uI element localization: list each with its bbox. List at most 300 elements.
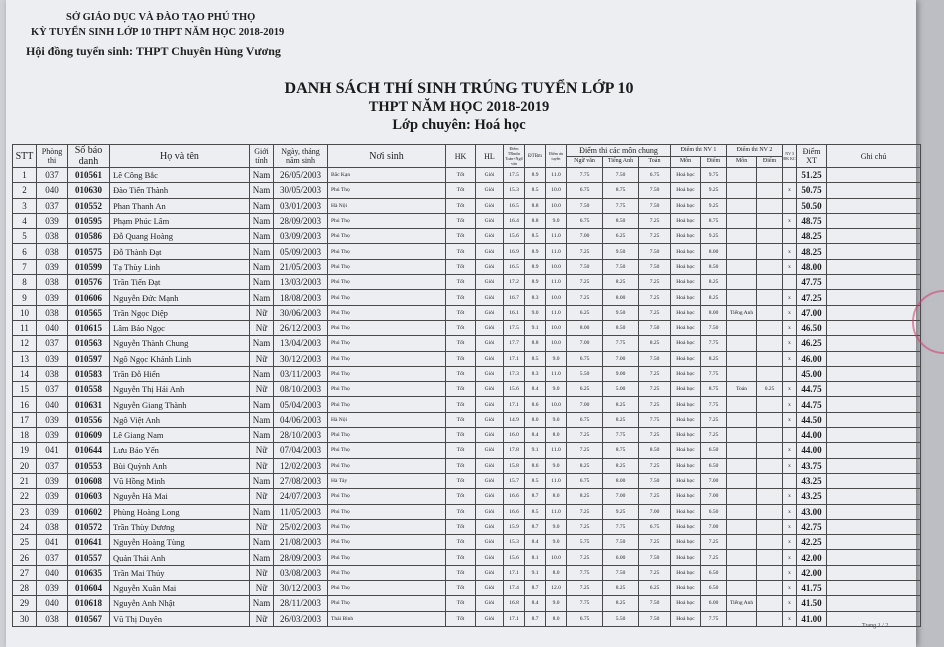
cell-name: Lê Giang Nam xyxy=(110,428,250,443)
cell-m1: Hoá học xyxy=(671,229,701,244)
cell-van: 7.25 xyxy=(567,519,603,534)
cell-d1: 8.00 xyxy=(701,244,727,259)
cell-name: Trần Thùy Dương xyxy=(110,519,250,534)
cell-hl: Giỏi xyxy=(476,213,504,228)
cell-d1: 8.25 xyxy=(701,275,727,290)
cell-x xyxy=(783,366,797,381)
cell-name: Vũ Thị Duyên xyxy=(110,611,250,626)
cell-p: 041 xyxy=(37,535,68,550)
cell-x: x xyxy=(783,336,797,351)
cell-tb: 16.6 xyxy=(504,504,525,519)
table-row xyxy=(13,198,921,213)
cell-hl: Giỏi xyxy=(476,290,504,305)
cell-anh: 8.25 xyxy=(603,412,639,427)
cell-m1: Hoá học xyxy=(671,428,701,443)
cell-hk: Tốt xyxy=(446,535,476,550)
table-row xyxy=(13,382,921,397)
cell-name: Phan Thanh An xyxy=(110,198,250,213)
cell-van: 6.75 xyxy=(567,213,603,228)
table-row xyxy=(13,259,921,274)
cell-name: Lưu Bảo Yến xyxy=(110,443,250,458)
cell-tb: 17.1 xyxy=(504,565,525,580)
cell-note xyxy=(827,290,921,305)
cell-toan: 7.25 xyxy=(639,535,671,550)
cell-g: Nam xyxy=(250,397,274,412)
cell-hk: Tốt xyxy=(446,458,476,473)
cell-m1: Hoá học xyxy=(671,596,701,611)
cell-dtb: 8.9 xyxy=(525,244,546,259)
cell-d2 xyxy=(757,581,783,596)
table-row xyxy=(13,581,921,596)
cell-place: Phú Thọ xyxy=(328,382,446,397)
cell-dtb: 8.8 xyxy=(525,213,546,228)
cell-m2 xyxy=(727,183,757,198)
cell-place: Hà Nội xyxy=(328,198,446,213)
cell-m1: Hoá học xyxy=(671,168,701,183)
cell-m2: Toán xyxy=(727,382,757,397)
cell-tb: 17.1 xyxy=(504,351,525,366)
cell-dtb: 8.8 xyxy=(525,198,546,213)
cell-name: Nguyễn Thành Chung xyxy=(110,336,250,351)
cell-xt: 48.25 xyxy=(797,244,827,259)
cell-dob: 03/08/2003 xyxy=(274,565,328,580)
cell-note xyxy=(827,213,921,228)
cell-m1: Hoá học xyxy=(671,397,701,412)
col-toan: Toán xyxy=(639,156,671,168)
cell-place: Phú Thọ xyxy=(328,489,446,504)
cell-m1: Hoá học xyxy=(671,611,701,626)
cell-sbd: 010604 xyxy=(68,581,110,596)
cell-sbd: 010618 xyxy=(68,596,110,611)
cell-x: x xyxy=(783,565,797,580)
cell-ut: 9.0 xyxy=(546,458,567,473)
cell-hk: Tốt xyxy=(446,489,476,504)
cell-g: Nữ xyxy=(250,519,274,534)
cell-van: 8.00 xyxy=(567,320,603,335)
cell-dob: 30/05/2003 xyxy=(274,183,328,198)
cell-place: Thái Bình xyxy=(328,611,446,626)
cell-toan: 6.75 xyxy=(639,168,671,183)
cell-g: Nam xyxy=(250,168,274,183)
cell-place: Phú Thọ xyxy=(328,428,446,443)
cell-hk: Tốt xyxy=(446,198,476,213)
cell-hk: Tốt xyxy=(446,244,476,259)
cell-dob: 03/09/2003 xyxy=(274,229,328,244)
cell-d2 xyxy=(757,213,783,228)
cell-xt: 41.00 xyxy=(797,611,827,626)
cell-ut: 9.0 xyxy=(546,519,567,534)
cell-anh: 9.50 xyxy=(603,305,639,320)
cell-dtb: 8.5 xyxy=(525,351,546,366)
cell-m2 xyxy=(727,397,757,412)
cell-x xyxy=(783,229,797,244)
cell-dob: 13/03/2003 xyxy=(274,275,328,290)
cell-toan: 7.75 xyxy=(639,412,671,427)
cell-dtb: 8.4 xyxy=(525,596,546,611)
table-row xyxy=(13,443,921,458)
cell-dtb: 8.0 xyxy=(525,412,546,427)
cell-d1: 8.00 xyxy=(701,305,727,320)
cell-m1: Hoá học xyxy=(671,443,701,458)
cell-ut: 10.0 xyxy=(546,198,567,213)
cell-name: Nguyễn Giang Thành xyxy=(110,397,250,412)
cell-d1: 6.50 xyxy=(701,458,727,473)
cell-hl: Giỏi xyxy=(476,351,504,366)
cell-name: Đỗ Thành Đạt xyxy=(110,244,250,259)
cell-ut: 8.0 xyxy=(546,611,567,626)
cell-xt: 47.75 xyxy=(797,275,827,290)
cell-hk: Tốt xyxy=(446,550,476,565)
cell-m2 xyxy=(727,535,757,550)
cell-anh: 7.00 xyxy=(603,351,639,366)
cell-m1: Hoá học xyxy=(671,244,701,259)
cell-stt: 28 xyxy=(13,581,37,596)
cell-note xyxy=(827,504,921,519)
cell-dob: 21/05/2003 xyxy=(274,259,328,274)
cell-toan: 7.25 xyxy=(639,397,671,412)
cell-hl: Giỏi xyxy=(476,320,504,335)
cell-stt: 17 xyxy=(13,412,37,427)
cell-name: Phùng Hoàng Long xyxy=(110,504,250,519)
cell-van: 7.50 xyxy=(567,259,603,274)
cell-hl: Giỏi xyxy=(476,244,504,259)
cell-note xyxy=(827,489,921,504)
cell-stt: 1 xyxy=(13,168,37,183)
cell-x xyxy=(783,168,797,183)
cell-p: 037 xyxy=(37,336,68,351)
cell-place: Phú Thọ xyxy=(328,244,446,259)
cell-hk: Tốt xyxy=(446,443,476,458)
cell-ut: 8.0 xyxy=(546,428,567,443)
cell-g: Nam xyxy=(250,259,274,274)
cell-hk: Tốt xyxy=(446,581,476,596)
cell-d2 xyxy=(757,611,783,626)
cell-sbd: 010556 xyxy=(68,412,110,427)
cell-xt: 41.50 xyxy=(797,596,827,611)
cell-note xyxy=(827,366,921,381)
cell-tb: 17.1 xyxy=(504,611,525,626)
cell-hl: Giỏi xyxy=(476,596,504,611)
cell-g: Nam xyxy=(250,183,274,198)
cell-toan: 7.25 xyxy=(639,213,671,228)
cell-toan: 7.50 xyxy=(639,596,671,611)
cell-name: Trần Tiến Đạt xyxy=(110,275,250,290)
cell-stt: 6 xyxy=(13,244,37,259)
cell-p: 037 xyxy=(37,168,68,183)
cell-d1: 6.50 xyxy=(701,443,727,458)
cell-d2 xyxy=(757,443,783,458)
cell-hl: Giỏi xyxy=(476,535,504,550)
cell-hl: Giỏi xyxy=(476,473,504,488)
cell-dtb: 8.5 xyxy=(525,504,546,519)
cell-hl: Giỏi xyxy=(476,382,504,397)
cell-p: 038 xyxy=(37,305,68,320)
cell-stt: 19 xyxy=(13,443,37,458)
cell-toan: 8.50 xyxy=(639,443,671,458)
cell-van: 7.25 xyxy=(567,504,603,519)
col-room: Phòng thi xyxy=(37,145,68,168)
cell-ut: 10.0 xyxy=(546,550,567,565)
cell-note xyxy=(827,519,921,534)
cell-d1: 8.75 xyxy=(701,382,727,397)
cell-dob: 30/06/2003 xyxy=(274,305,328,320)
cell-place: Phú Thọ xyxy=(328,550,446,565)
table-row xyxy=(13,244,921,259)
cell-stt: 14 xyxy=(13,366,37,381)
cell-d2 xyxy=(757,168,783,183)
cell-hk: Tốt xyxy=(446,428,476,443)
cell-ut: 11.0 xyxy=(546,168,567,183)
cell-m2 xyxy=(727,290,757,305)
cell-x xyxy=(783,428,797,443)
cell-sbd: 010567 xyxy=(68,611,110,626)
cell-sbd: 010644 xyxy=(68,443,110,458)
cell-p: 041 xyxy=(37,443,68,458)
cell-note xyxy=(827,351,921,366)
col-stt: STT xyxy=(13,145,37,168)
cell-van: 6.75 xyxy=(567,351,603,366)
cell-m1: Hoá học xyxy=(671,275,701,290)
table-row xyxy=(13,458,921,473)
cell-g: Nam xyxy=(250,229,274,244)
cell-m1: Hoá học xyxy=(671,535,701,550)
col-dob: Ngày, tháng năm sinh xyxy=(274,145,328,168)
cell-van: 7.75 xyxy=(567,565,603,580)
cell-d2 xyxy=(757,473,783,488)
cell-x: x xyxy=(783,305,797,320)
cell-note xyxy=(827,550,921,565)
cell-place: Phú Thọ xyxy=(328,458,446,473)
col-sbd: Số báo danh xyxy=(68,145,110,168)
cell-hk: Tốt xyxy=(446,519,476,534)
cell-stt: 12 xyxy=(13,336,37,351)
cell-name: Trần Ngọc Diệp xyxy=(110,305,250,320)
cell-van: 7.25 xyxy=(567,443,603,458)
cell-x: x xyxy=(783,504,797,519)
cell-dtb: 8.8 xyxy=(525,336,546,351)
cell-d2 xyxy=(757,229,783,244)
exam-name: KỲ TUYỂN SINH LỚP 10 THPT NĂM HỌC 2018-2019 xyxy=(31,27,285,38)
cell-g: Nam xyxy=(250,275,274,290)
col-anh: Tiếng Anh xyxy=(603,156,639,168)
cell-anh: 8.75 xyxy=(603,183,639,198)
cell-d1: 7.25 xyxy=(701,550,727,565)
cell-ut: 11.0 xyxy=(546,504,567,519)
cell-d2 xyxy=(757,259,783,274)
cell-toan: 7.50 xyxy=(639,259,671,274)
cell-van: 8.25 xyxy=(567,458,603,473)
cell-hk: Tốt xyxy=(446,183,476,198)
cell-p: 039 xyxy=(37,213,68,228)
cell-note xyxy=(827,305,921,320)
cell-hl: Giỏi xyxy=(476,458,504,473)
cell-d2 xyxy=(757,290,783,305)
cell-m2 xyxy=(727,458,757,473)
cell-sbd: 010597 xyxy=(68,351,110,366)
cell-hk: Tốt xyxy=(446,336,476,351)
table-row xyxy=(13,519,921,534)
cell-stt: 26 xyxy=(13,550,37,565)
cell-name: Đỗ Quang Hoàng xyxy=(110,229,250,244)
cell-dtb: 9.1 xyxy=(525,565,546,580)
cell-m2 xyxy=(727,611,757,626)
cell-toan: 7.25 xyxy=(639,290,671,305)
cell-note xyxy=(827,596,921,611)
cell-toan: 7.50 xyxy=(639,351,671,366)
cell-p: 038 xyxy=(37,229,68,244)
cell-dtb: 9.1 xyxy=(525,443,546,458)
cell-x: x xyxy=(783,458,797,473)
cell-p: 038 xyxy=(37,275,68,290)
cell-xt: 43.00 xyxy=(797,504,827,519)
cell-p: 039 xyxy=(37,412,68,427)
cell-ut: 8.0 xyxy=(546,489,567,504)
cell-note xyxy=(827,229,921,244)
cell-d2 xyxy=(757,412,783,427)
cell-stt: 2 xyxy=(13,183,37,198)
cell-m2: Tiếng Anh xyxy=(727,596,757,611)
cell-xt: 46.00 xyxy=(797,351,827,366)
cell-hk: Tốt xyxy=(446,565,476,580)
cell-name: Ngô Việt Anh xyxy=(110,412,250,427)
cell-m2 xyxy=(727,489,757,504)
cell-xt: 42.00 xyxy=(797,550,827,565)
cell-hk: Tốt xyxy=(446,213,476,228)
cell-x xyxy=(783,275,797,290)
cell-hl: Giỏi xyxy=(476,428,504,443)
cell-g: Nam xyxy=(250,213,274,228)
cell-stt: 9 xyxy=(13,290,37,305)
cell-toan: 7.50 xyxy=(639,473,671,488)
cell-m1: Hoá học xyxy=(671,504,701,519)
cell-anh: 8.00 xyxy=(603,473,639,488)
col-birthplace: Nơi sinh xyxy=(328,145,446,168)
cell-name: Quản Thái Anh xyxy=(110,550,250,565)
cell-toan: 7.50 xyxy=(639,550,671,565)
cell-stt: 13 xyxy=(13,351,37,366)
cell-dob: 13/04/2003 xyxy=(274,336,328,351)
cell-tb: 16.1 xyxy=(504,305,525,320)
cell-x: x xyxy=(783,213,797,228)
cell-dtb: 8.6 xyxy=(525,458,546,473)
table-row xyxy=(13,275,921,290)
cell-d1: 7.75 xyxy=(701,336,727,351)
col-nv2-diem: Điểm xyxy=(757,156,783,168)
cell-m2 xyxy=(727,519,757,534)
cell-toan: 7.25 xyxy=(639,565,671,580)
cell-p: 038 xyxy=(37,366,68,381)
cell-name: Nguyễn Thị Hải Anh xyxy=(110,382,250,397)
cell-sbd: 010630 xyxy=(68,183,110,198)
cell-tb: 15.3 xyxy=(504,183,525,198)
cell-place: Phú Thọ xyxy=(328,290,446,305)
cell-g: Nam xyxy=(250,290,274,305)
table-body xyxy=(13,168,921,627)
cell-xt: 47.25 xyxy=(797,290,827,305)
cell-xt: 42.75 xyxy=(797,519,827,534)
cell-d1: 7.25 xyxy=(701,535,727,550)
cell-hk: Tốt xyxy=(446,504,476,519)
cell-note xyxy=(827,458,921,473)
cell-p: 040 xyxy=(37,320,68,335)
cell-toan: 7.25 xyxy=(639,428,671,443)
cell-dob: 28/09/2003 xyxy=(274,213,328,228)
cell-hk: Tốt xyxy=(446,351,476,366)
cell-name: Lâm Bảo Ngọc xyxy=(110,320,250,335)
cell-anh: 7.75 xyxy=(603,428,639,443)
cell-tb: 17.4 xyxy=(504,581,525,596)
cell-m1: Hoá học xyxy=(671,550,701,565)
cell-p: 038 xyxy=(37,244,68,259)
cell-xt: 42.00 xyxy=(797,565,827,580)
cell-tb: 16.9 xyxy=(504,244,525,259)
cell-name: Nguyễn Anh Nhật xyxy=(110,596,250,611)
cell-note xyxy=(827,382,921,397)
cell-place: Phú Thọ xyxy=(328,366,446,381)
cell-place: Phú Thọ xyxy=(328,596,446,611)
cell-stt: 25 xyxy=(13,535,37,550)
cell-xt: 48.75 xyxy=(797,213,827,228)
cell-tb: 16.5 xyxy=(504,198,525,213)
cell-van: 6.75 xyxy=(567,473,603,488)
table-row xyxy=(13,366,921,381)
cell-toan: 7.25 xyxy=(639,229,671,244)
cell-g: Nam xyxy=(250,473,274,488)
cell-dtb: 8.7 xyxy=(525,611,546,626)
cell-hk: Tốt xyxy=(446,275,476,290)
table-row xyxy=(13,565,921,580)
cell-tb: 17.1 xyxy=(504,397,525,412)
cell-x: x xyxy=(783,535,797,550)
cell-tb: 14.9 xyxy=(504,412,525,427)
cell-anh: 7.75 xyxy=(603,519,639,534)
cell-sbd: 010615 xyxy=(68,320,110,335)
cell-name: Trần Đỗ Hiển xyxy=(110,366,250,381)
cell-anh: 6.00 xyxy=(603,550,639,565)
cell-dtb: 8.4 xyxy=(525,428,546,443)
cell-dtb: 8.4 xyxy=(525,535,546,550)
cell-ut: 10.0 xyxy=(546,290,567,305)
cell-hl: Giỏi xyxy=(476,168,504,183)
cell-tb: 16.6 xyxy=(504,489,525,504)
cell-m1: Hoá học xyxy=(671,336,701,351)
cell-anh: 8.50 xyxy=(603,213,639,228)
cell-anh: 7.75 xyxy=(603,336,639,351)
cell-sbd: 010608 xyxy=(68,473,110,488)
cell-m2 xyxy=(727,320,757,335)
cell-g: Nữ xyxy=(250,611,274,626)
cell-dtb: 8.6 xyxy=(525,397,546,412)
cell-sbd: 010641 xyxy=(68,535,110,550)
cell-tb: 15.7 xyxy=(504,473,525,488)
table-row xyxy=(13,473,921,488)
cell-name: Nguyễn Xuân Mai xyxy=(110,581,250,596)
cell-van: 7.75 xyxy=(567,596,603,611)
cell-sbd: 010557 xyxy=(68,550,110,565)
cell-toan: 6.25 xyxy=(639,581,671,596)
cell-g: Nữ xyxy=(250,458,274,473)
cell-dob: 25/02/2003 xyxy=(274,519,328,534)
cell-d1: 6.00 xyxy=(701,596,727,611)
cell-xt: 41.75 xyxy=(797,581,827,596)
cell-sbd: 010606 xyxy=(68,290,110,305)
cell-toan: 7.50 xyxy=(639,244,671,259)
cell-note xyxy=(827,168,921,183)
cell-hk: Tốt xyxy=(446,473,476,488)
cell-stt: 10 xyxy=(13,305,37,320)
cell-dob: 03/01/2003 xyxy=(274,198,328,213)
cell-m2 xyxy=(727,244,757,259)
